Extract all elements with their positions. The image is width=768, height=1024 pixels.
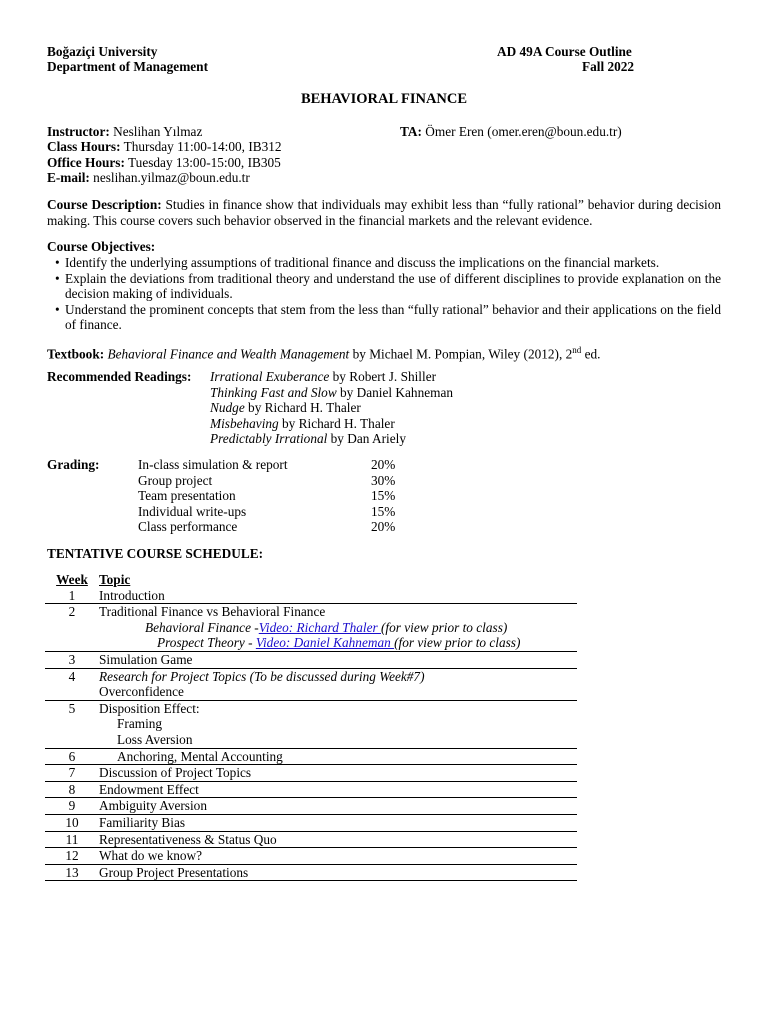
week-topic: Endowment Effect: [99, 781, 577, 798]
reading-item: [210, 400, 453, 416]
week-number: 9: [45, 798, 99, 815]
week-number: 1: [68, 587, 76, 603]
grading-row: [138, 457, 395, 473]
textbook-details: by Michael M. Pompian, Wiley (2012), 2: [349, 346, 573, 362]
reading-item: [210, 385, 453, 401]
week-topic: Traditional Finance vs Behavioral Finance: [99, 604, 326, 620]
week-number: 2: [45, 604, 99, 652]
table-row: [45, 831, 577, 848]
week-number: 6: [45, 748, 99, 765]
table-row: [45, 668, 577, 700]
grading-table: [138, 457, 395, 535]
column-header-week: Week: [56, 572, 88, 587]
course-description: [47, 197, 721, 228]
textbook-label: Textbook:: [47, 346, 105, 362]
week-topic-cell: [99, 604, 577, 652]
video-note: (for view prior to class): [380, 619, 508, 635]
ta-line: [400, 124, 622, 140]
week-number: 4: [45, 668, 99, 700]
grading-label: Grading:: [47, 457, 100, 472]
schedule-heading: TENTATIVE COURSE SCHEDULE:: [47, 546, 263, 561]
readings-label: Recommended Readings:: [47, 369, 192, 384]
class-hours: Thursday 11:00-14:00, IB312: [123, 139, 282, 154]
table-row: [45, 700, 577, 748]
objective-item: • Explain the deviations from traditional theory and understand the use of different disciplines to provide explanation on the decision making of individuals.: [47, 271, 721, 302]
week-number: 5: [45, 700, 99, 748]
department-name: Department of Management: [47, 59, 208, 74]
textbook-title: Behavioral Finance and Wealth Management: [107, 346, 350, 362]
description-text: Studies in finance show that individuals may exhibit less than “fully rational” behavior during decision making. This course covers such behavior observed in the financial markets and the relevant evidence.: [47, 197, 721, 228]
reading-author: by Richard H. Thaler: [244, 400, 361, 416]
grading-percent: 15%: [371, 488, 396, 504]
textbook-line: [47, 343, 600, 362]
grading-item: In-class simulation & report: [138, 457, 288, 472]
video-link-daniel-kahneman[interactable]: Video: Daniel Kahneman: [255, 635, 395, 651]
reading-item: [210, 431, 453, 447]
email-label: E-mail:: [47, 170, 90, 185]
reading-title: Predictably Irrational: [210, 431, 328, 447]
reading-title: Irrational Exuberance: [210, 369, 330, 384]
term: Fall 2022: [582, 59, 635, 74]
week-topic: Introduction: [99, 587, 165, 603]
textbook-edition-end: ed.: [581, 346, 601, 362]
video-line-thaler: [99, 620, 577, 636]
week-number: 10: [45, 814, 99, 831]
table-row: [45, 588, 577, 604]
ta-label: TA:: [400, 124, 422, 139]
description-label: Course Description:: [47, 197, 162, 212]
week-topic: Simulation Game: [99, 651, 577, 668]
objective-item: • Understand the prominent concepts that stem from the less than “fully rational” behavior and their applications on the field of finance.: [47, 302, 721, 333]
reading-item: [210, 369, 453, 385]
objectives-label: Course Objectives:: [47, 239, 156, 254]
grading-percent: 20%: [371, 457, 396, 472]
grading-row: [138, 488, 395, 504]
week-topic-note: Research for Project Topics (To be discussed during Week#7): [99, 668, 425, 684]
video-line-kahneman: [99, 635, 577, 651]
video-prefix: Prospect Theory -: [157, 635, 256, 651]
week-topic: Anchoring, Mental Accounting: [99, 748, 577, 765]
readings-list: [210, 369, 453, 447]
week-number: 11: [45, 831, 99, 848]
week-number: 8: [45, 781, 99, 798]
class-hours-label: Class Hours:: [47, 139, 121, 154]
class-hours-line: [47, 139, 282, 155]
table-row: [45, 848, 577, 865]
week-topic: Overconfidence: [99, 684, 184, 700]
reading-author: by Robert J. Shiller: [329, 369, 437, 384]
objective-item: • Identify the underlying assumptions of traditional finance and discuss the implications on the financial markets.: [47, 255, 721, 271]
table-row: [45, 748, 577, 765]
video-prefix: Behavioral Finance -: [145, 619, 259, 635]
week-topic: Group Project Presentations: [99, 864, 577, 881]
table-row: [45, 798, 577, 815]
reading-title: Nudge: [210, 400, 245, 416]
email-line: [47, 170, 250, 186]
grading-row: [138, 473, 395, 489]
reading-author: by Richard H. Thaler: [278, 415, 395, 431]
week-topic: Ambiguity Aversion: [99, 798, 577, 815]
grading-percent: 20%: [371, 519, 396, 535]
schedule-table: [45, 572, 577, 881]
reading-author: by Dan Ariely: [327, 431, 406, 447]
table-row: [45, 814, 577, 831]
week-topic: Representativeness & Status Quo: [99, 831, 577, 848]
office-hours: Tuesday 13:00-15:00, IB305: [128, 155, 281, 170]
grading-row: [138, 519, 395, 535]
week-topic-cell: [99, 700, 577, 748]
week-subtopic: Loss Aversion: [117, 731, 193, 747]
week-topic: What do we know?: [99, 848, 577, 865]
table-row: [45, 651, 577, 668]
course-code: AD 49A Course Outline: [497, 44, 632, 59]
table-row: [45, 781, 577, 798]
email-address: neslihan.yilmaz@boun.edu.tr: [93, 170, 250, 185]
office-hours-line: [47, 155, 281, 171]
grading-item: Class performance: [138, 519, 238, 535]
week-number: 7: [45, 765, 99, 782]
grading-percent: 30%: [371, 472, 396, 488]
table-row: [45, 765, 577, 782]
grading-row: [138, 504, 395, 520]
instructor-label: Instructor:: [47, 124, 110, 139]
instructor-line: [47, 124, 202, 140]
university-name: Boğaziçi University: [47, 44, 158, 59]
week-topic: Discussion of Project Topics: [99, 765, 577, 782]
table-row: [45, 604, 577, 652]
reading-title: Thinking Fast and Slow: [210, 384, 337, 400]
grading-item: Individual write-ups: [138, 503, 247, 519]
office-hours-label: Office Hours:: [47, 155, 125, 170]
ta-name: Ömer Eren (omer.eren@boun.edu.tr): [425, 124, 622, 139]
week-topic-cell: [99, 668, 577, 700]
grading-item: Team presentation: [138, 488, 236, 504]
reading-item: [210, 416, 453, 432]
week-subtopic: Framing: [117, 716, 163, 732]
reading-author: by Daniel Kahneman: [336, 384, 454, 400]
objectives-list: [47, 255, 721, 333]
grading-percent: 15%: [371, 503, 396, 519]
document-title: BEHAVIORAL FINANCE: [300, 91, 468, 107]
week-topic: Familiarity Bias: [99, 814, 577, 831]
week-number: 12: [45, 848, 99, 865]
column-header-topic: Topic: [99, 572, 131, 587]
video-link-richard-thaler[interactable]: Video: Richard Thaler: [258, 619, 381, 635]
schedule-header-row: [45, 572, 577, 588]
video-note: (for view prior to class): [394, 635, 521, 651]
week-number: 3: [45, 651, 99, 668]
grading-item: Group project: [138, 472, 213, 488]
textbook-edition-sup: nd: [572, 345, 582, 355]
table-row: [45, 864, 577, 881]
instructor-name: Neslihan Yılmaz: [113, 124, 203, 139]
reading-title: Misbehaving: [210, 415, 279, 431]
week-number: 13: [45, 864, 99, 881]
week-topic: Disposition Effect:: [99, 700, 200, 716]
